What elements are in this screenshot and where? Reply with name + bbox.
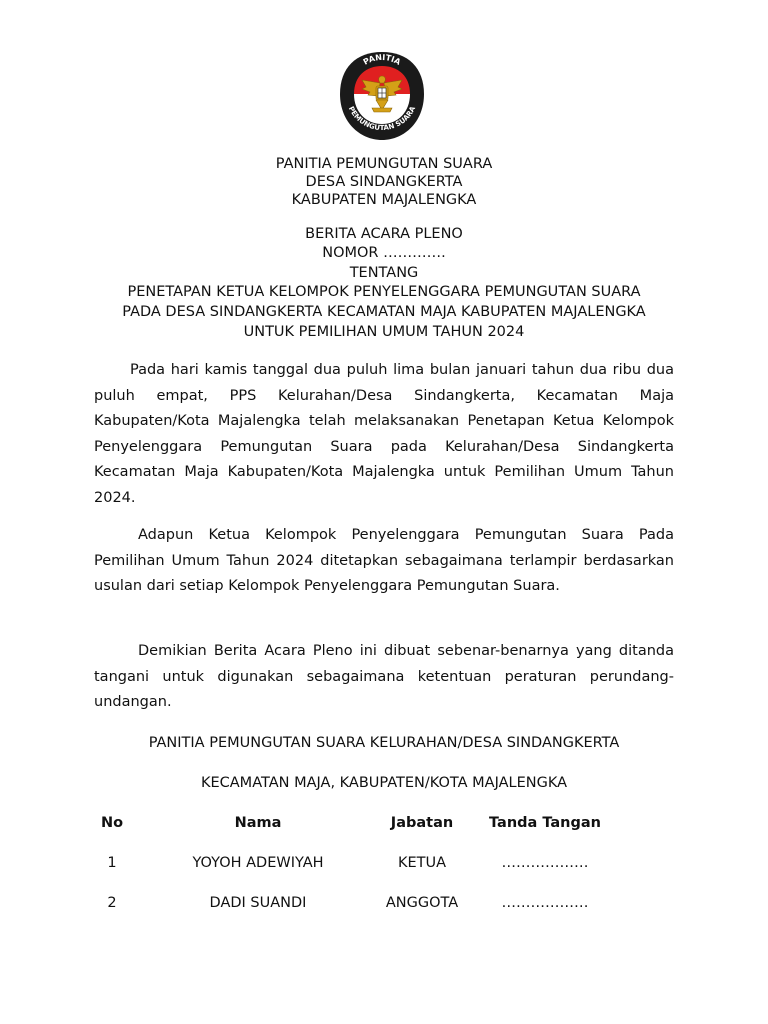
panitia-pemungutan-suara-logo: [338, 50, 426, 142]
doc-subject-line-3: UNTUK PEMILIHAN UMUM TAHUN 2024: [243, 324, 525, 340]
signature-heading-1: PANITIA PEMUNGUTAN SUARA KELURAHAN/DESA SINDANGKERTA: [148, 735, 620, 751]
col-header-nama: Nama: [234, 815, 282, 831]
logo-top-text: PANITIA: [361, 52, 403, 67]
doc-subject-line-2: PADA DESA SINDANGKERTA KECAMATAN MAJA KABUPATEN MAJALENGKA: [122, 304, 646, 320]
signatory-table: [90, 815, 630, 925]
col-header-tanda-tangan: Tanda Tangan: [489, 815, 601, 831]
row-1-signature-line: ………………: [501, 855, 589, 871]
col-header-no: No: [100, 815, 124, 831]
row-1-nama: YOYOH ADEWIYAH: [192, 855, 324, 871]
header-line-1: PANITIA PEMUNGUTAN SUARA: [275, 156, 493, 172]
row-2-signature-line: ………………: [501, 895, 589, 911]
doc-tentang: TENTANG: [349, 265, 419, 281]
body-paragraph-1: Pada hari kamis tanggal dua puluh lima bulan januari tahun dua ribu dua puluh empat, PPS Kelurahan/Desa Sindangkerta, Kecamatan Maja Kabupaten/Kota Majalengka telah melaksanakan Penetapan Ketua Kelompok Penyelenggara Pemungutan Suara pada Kelurahan/Desa Sindangkerta Kecamatan Maja Kabupaten/Kota Majalengka untuk Pemilihan Umum Tahun 2024.: [94, 362, 674, 506]
header-line-2: DESA SINDANGKERTA: [305, 174, 463, 190]
body-paragraph-2: Adapun Ketua Kelompok Penyelenggara Pemungutan Suara Pada Pemilihan Umum Tahun 2024 ditetapkan sebagaimana terlampir berdasarkan usulan dari setiap Kelompok Penyelenggara Pemungutan Suara.: [94, 527, 674, 594]
doc-title: BERITA ACARA PLENO: [305, 226, 463, 242]
row-1-no: 1: [107, 855, 117, 871]
header-line-3: KABUPATEN MAJALENGKA: [291, 192, 477, 208]
row-1-jabatan: KETUA: [397, 855, 447, 871]
row-2-jabatan: ANGGOTA: [385, 895, 459, 911]
logo-bottom-text: PEMUNGUTAN SUARA: [346, 105, 418, 133]
row-2-nama: DADI SUANDI: [209, 895, 307, 911]
body-paragraph-3: Demikian Berita Acara Pleno ini dibuat sebenar-benarnya yang ditanda tangani untuk digunakan sebagaimana ketentuan peraturan perundang-undangan.: [94, 643, 674, 710]
doc-subject-line-1: PENETAPAN KETUA KELOMPOK PENYELENGGARA PEMUNGUTAN SUARA: [127, 284, 641, 300]
doc-number: NOMOR ………….: [322, 245, 446, 261]
row-2-no: 2: [107, 895, 117, 911]
col-header-jabatan: Jabatan: [390, 815, 454, 831]
signature-heading-2: KECAMATAN MAJA, KABUPATEN/KOTA MAJALENGKA: [200, 775, 568, 791]
